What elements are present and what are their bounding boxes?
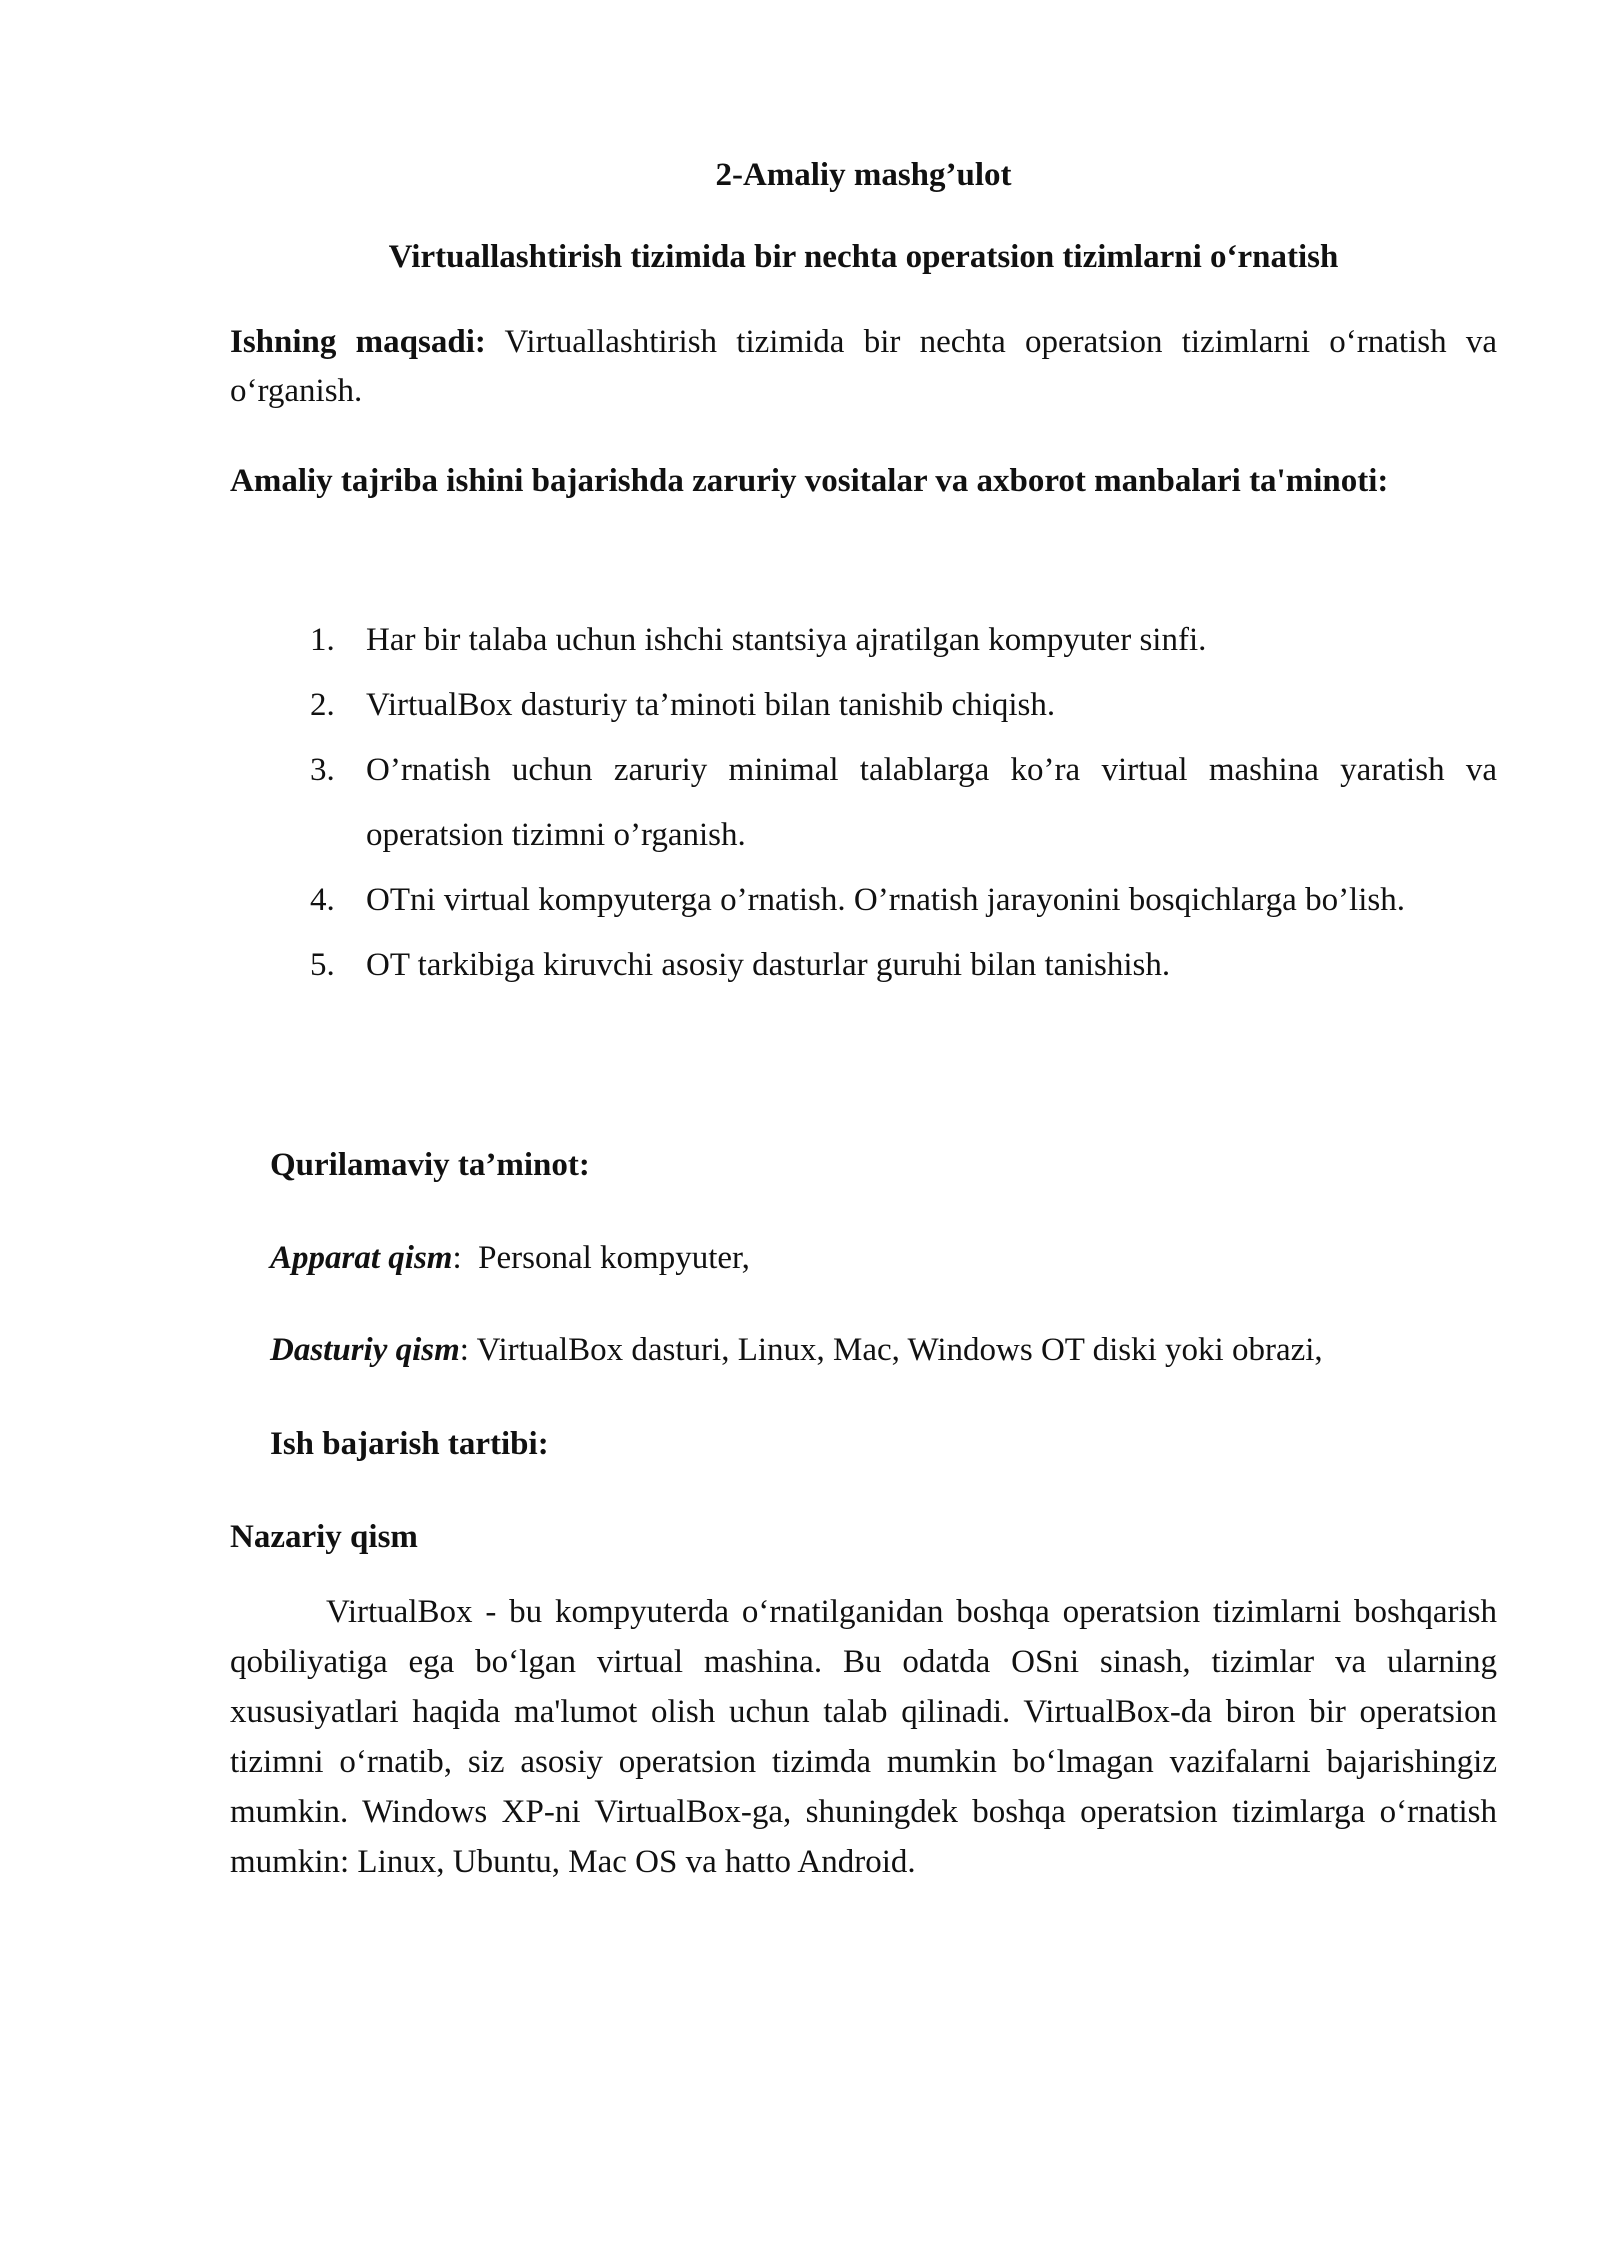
- hardware-label: Apparat qism: [270, 1240, 453, 1276]
- theory-paragraph: VirtualBox - bu kompyuterda o‘rnatilganidan boshqa operatsion tizimlarni boshqarish qobiliyatiga ega bo‘lgan virtual mashina. Bu odatda OSni sinash, tizimlar va ularning xususiyatlari haqida ma'lumot olish uchun talab qilinadi. VirtualBox-da biron bir operatsion tizimni o‘rnatib, siz asosiy operatsion tizimda mumkin bo‘lmagan vazifalarni bajarishingiz mumkin. Windows XP-ni VirtualBox-ga, shuningdek boshqa operatsion tizimlarga o‘rnatish mumkin: Linux, Ubuntu, Mac OS va hatto Android.: [230, 1594, 1497, 1880]
- list-item: [310, 933, 1497, 998]
- list-item-number: 1.: [310, 622, 335, 658]
- hardware-text: Personal kompyuter,: [478, 1240, 750, 1276]
- procedure-heading: Ish bajarish tartibi:: [270, 1426, 549, 1462]
- document-title: 2-Amaliy mashg’ulot: [715, 157, 1012, 193]
- list-item-number: 4.: [310, 882, 335, 918]
- list-item-text: OT tarkibiga kiruvchi asosiy dasturlar guruhi bilan tanishish.: [366, 947, 1171, 983]
- list-item-text: VirtualBox dasturiy ta’minoti bilan tanishib chiqish.: [366, 687, 1056, 723]
- list-item: [310, 868, 1497, 933]
- hardware-line: [270, 1234, 1500, 1283]
- purpose-paragraph: [230, 318, 1497, 416]
- list-item-text: Har bir talaba uchun ishchi stantsiya ajratilgan kompyuter sinfi.: [366, 622, 1207, 658]
- requirements-list: [310, 608, 1497, 998]
- software-separator: :: [459, 1332, 477, 1368]
- document-subtitle: Virtuallashtirish tizimida bir nechta operatsion tizimlarni o‘rnatish: [388, 239, 1339, 275]
- software-label: Dasturiy qism: [270, 1332, 460, 1368]
- theory-heading: Nazariy qism: [230, 1519, 418, 1555]
- list-item: [310, 673, 1497, 738]
- tools-heading: Amaliy tajriba ishini bajarishda zaruriy vositalar va axborot manbalari ta'minoti:: [230, 463, 1389, 499]
- list-item-number: 2.: [310, 687, 335, 723]
- list-item-number: 3.: [310, 752, 335, 788]
- list-item-text: O’rnatish uchun zaruriy minimal talablarga ko’ra virtual mashina yaratish va operatsion tizimni o’rganish.: [366, 752, 1497, 853]
- software-line: [270, 1326, 1510, 1375]
- purpose-label: Ishning maqsadi:: [230, 324, 486, 360]
- hardware-separator: :: [452, 1240, 479, 1276]
- list-item-number: 5.: [310, 947, 335, 983]
- list-item: [310, 608, 1497, 673]
- list-item-text: OTni virtual kompyuterga o’rnatish. O’rnatish jarayonini bosqichlarga bo’lish.: [366, 882, 1405, 918]
- software-text: VirtualBox dasturi, Linux, Mac, Windows OT diski yoki obrazi,: [476, 1332, 1323, 1368]
- purpose-text: Virtuallashtirish tizimida bir nechta operatsion tizimlarni o‘rnatish va o‘rganish.: [230, 324, 1497, 409]
- list-item: [310, 738, 1497, 868]
- hardware-heading: Qurilamaviy ta’minot:: [270, 1147, 590, 1183]
